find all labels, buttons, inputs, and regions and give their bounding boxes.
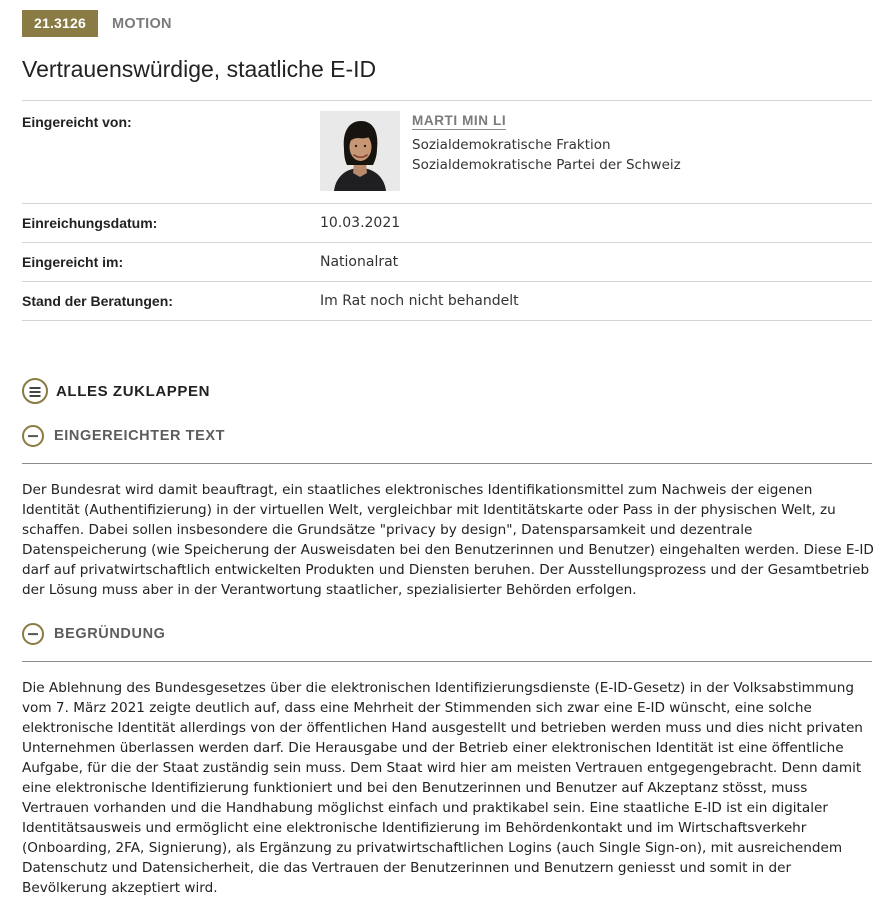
- collapse-all-button[interactable]: [22, 378, 210, 404]
- section-divider: [22, 463, 872, 464]
- details-table: [22, 100, 872, 321]
- affair-number-badge: 21.3126: [22, 10, 98, 37]
- minus-circle-icon: [22, 623, 44, 645]
- affair-type: MOTION: [112, 15, 172, 32]
- list-circle-icon: [22, 378, 48, 404]
- author-party: Sozialdemokratische Partei der Schweiz: [412, 157, 681, 173]
- section-title-submitted-text: EINGEREICHTER TEXT: [54, 428, 226, 444]
- details-row-author: [22, 100, 872, 204]
- council-label: Eingereicht im:: [22, 254, 124, 270]
- status-value: Im Rat noch nicht behandelt: [320, 293, 519, 309]
- council-value: Nationalrat: [320, 254, 399, 270]
- minus-circle-icon: [22, 425, 44, 447]
- portrait-image: [320, 111, 400, 191]
- author-photo: [320, 111, 400, 191]
- submitted-text-paragraph: Der Bundesrat wird damit beauftragt, ein staatliches elektronisches Identifikationsmittel zum Nachweis der eigenen Identität (Authentifizierung) in der virtuellen Welt, vergleichbar mit Identitätskarte oder Pass in der physischen Welt, zu schaffen. Dabei sollen insbesondere die Grundsätze "privacy by design", Datensparsamkeit und dezentrale Datenspeicherung (wie Speicherung der Ausweisdaten bei den Benutzerinnen und Benutzer) eingehalten werden. Diese E-ID darf auf privatwirtschaftlich entwickelten Produkten und Diensten beruhen. Der Ausstellungsprozess und der Gesamtbetrieb der Lösung muss aber in der Verantwortung staatlicher, spezialisierter Behörden erfolgen.: [22, 482, 874, 598]
- author-group: Sozialdemokratische Fraktion: [412, 137, 611, 153]
- status-label: Stand der Beratungen:: [22, 293, 173, 309]
- page-title: Vertrauenswürdige, staatliche E-ID: [22, 56, 377, 82]
- author-info: [412, 110, 681, 173]
- affair-header: [22, 10, 172, 37]
- date-label: Einreichungsdatum:: [22, 215, 158, 231]
- details-row-status: [22, 282, 872, 321]
- section-divider: [22, 661, 872, 662]
- section-toggle-reasoning[interactable]: [22, 623, 166, 645]
- section-title-reasoning: BEGRÜNDUNG: [54, 626, 166, 642]
- reasoning-paragraph: Die Ablehnung des Bundesgesetzes über die elektronischen Identifizierungsdienste (E-ID-Gesetz) in der Volksabstimmung vom 7. März 2021 zeigte deutlich auf, dass eine Mehrheit der Stimmenden sich zwar eine E-ID wünscht, eine solche elektronische Identität allerdings von der öffentlichen Hand ausgestellt und betrieben werden muss und dies nicht privaten Unternehmen überlassen werden darf. Die Herausgabe und der Betrieb einer elektronischen Identität ist eine öffentliche Aufgabe, für die der Staat zuständig sein muss. Dem Staat wird hier am meisten Vertrauen entgegengebracht. Denn damit eine elektronische Identifizierung funktioniert und bei den Benutzerinnen und Benutzer auf Akzeptanz stösst, muss Vertrauen vorhanden und die Handhabung möglichst einfach und praktikabel sein. Eine staatliche E-ID ist ein digitaler Identitätsausweis und ermöglicht eine elektronische Identifizierung im Behördenkontakt und im Wirtschaftsverkehr (Onboarding, 2FA, Signierung), als Ergänzung zu privatwirtschaftlichen Logins (auch Single Sign-on), mit ausreichendem Datenschutz und Datensicherheit, die das Vertrauen der Benutzerinnen und Benutzern geniesst und somit in der Bevölkerung akzeptiert wird.: [22, 680, 863, 896]
- author-name-link[interactable]: MARTI MIN LI: [412, 113, 507, 128]
- details-row-council: [22, 243, 872, 282]
- section-toggle-submitted-text[interactable]: [22, 425, 225, 447]
- author-label: Eingereicht von:: [22, 114, 132, 130]
- collapse-all-label: ALLES ZUKLAPPEN: [56, 382, 211, 400]
- details-row-date: [22, 204, 872, 243]
- date-value: 10.03.2021: [320, 215, 401, 231]
